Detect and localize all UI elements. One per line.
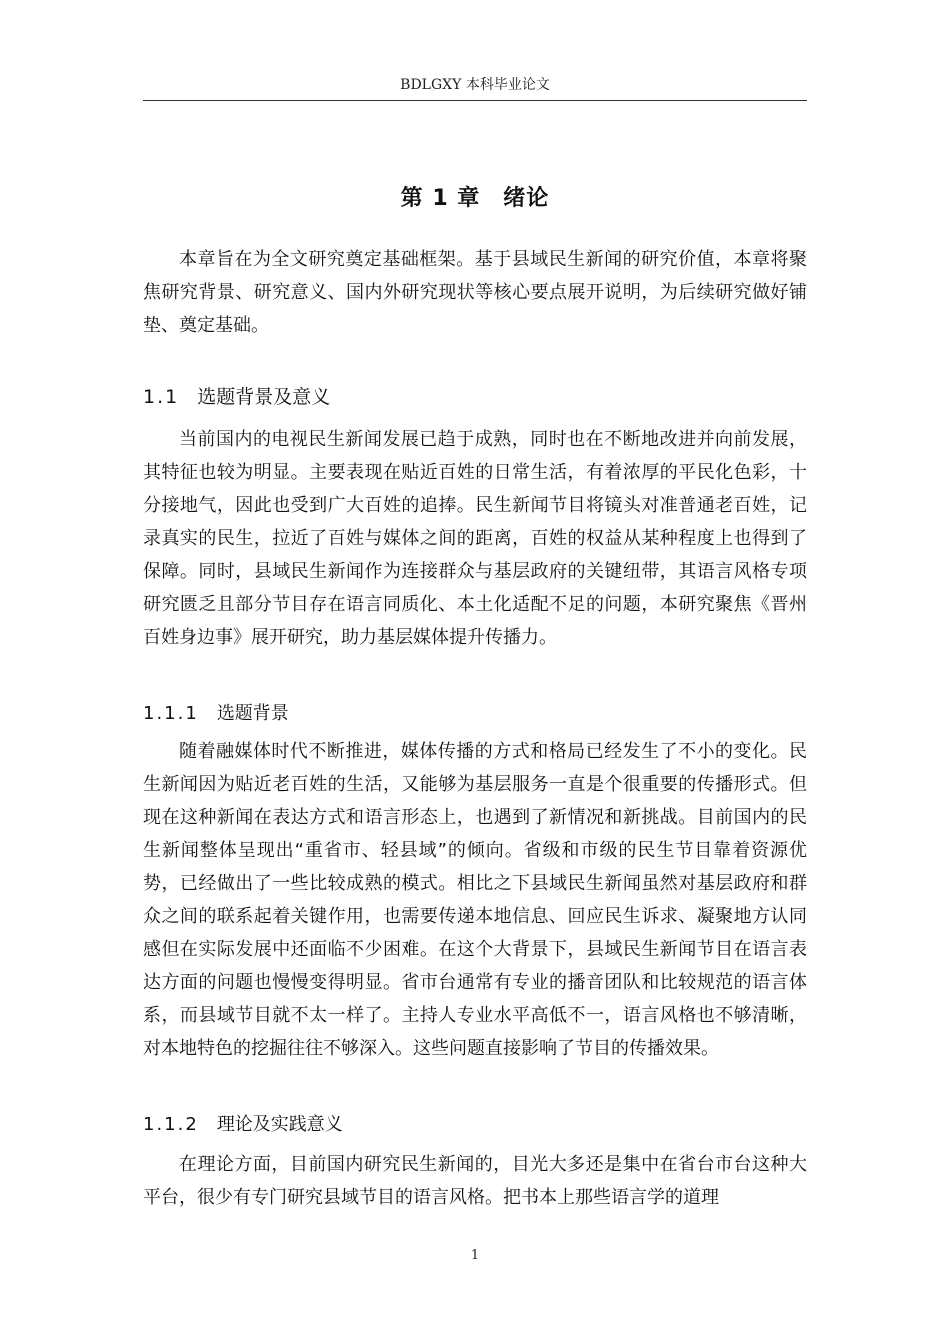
section-heading-1-1-1: [143, 699, 807, 725]
section-number: 1.1.1: [143, 703, 199, 724]
section-1-1-paragraph: 当前国内的电视民生新闻发展已趋于成熟，同时也在不断地改进并向前发展，其特征也较为明显。主要表现在贴近百姓的日常生活，有着浓厚的平民化色彩，十分接地气，因此也受到广大百姓的追捧。民生新闻节目将镜头对准普通老百姓，记录真实的民生，拉近了百姓与媒体之间的距离，百姓的权益从某种程度上也得到了保障。同时，县域民生新闻作为连接群众与基层政府的关键纽带，其语言风格专项研究匮乏且部分节目存在语言同质化、本土化适配不足的问题，本研究聚焦《晋州百姓身边事》展开研究，助力基层媒体提升传播力。: [143, 429, 807, 648]
section-heading-1-1-2: [143, 1110, 807, 1136]
section-number: 1.1.2: [143, 1114, 199, 1135]
chapter-title: 第 1 章 绪论: [400, 186, 550, 211]
intro-paragraph: 本章旨在为全文研究奠定基础框架。基于县域民生新闻的研究价值，本章将聚焦研究背景、研究意义、国内外研究现状等核心要点展开说明，为后续研究做好铺垫、奠定基础。: [143, 249, 807, 336]
section-title: 选题背景及意义: [197, 386, 331, 408]
page-number: 1: [470, 1248, 480, 1263]
section-1-1-1-paragraph: 随着融媒体时代不断推进，媒体传播的方式和格局已经发生了不小的变化。民生新闻因为贴近老百姓的生活，又能够为基层服务一直是个很重要的传播形式。但现在这种新闻在表达方式和语言形态上，也遇到了新情况和新挑战。目前国内的民生新闻整体呈现出“重省市、轻县域”的倾向。省级和市级的民生节目靠着资源优势，已经做出了一些比较成熟的模式。相比之下县域民生新闻虽然对基层政府和群众之间的联系起着关键作用，也需要传递本地信息、回应民生诉求、凝聚地方认同感但在实际发展中还面临不少困难。在这个大背景下，县域民生新闻节目在语言表达方面的问题也慢慢变得明显。省市台通常有专业的播音团队和比较规范的语言体系，而县域节目就不太一样了。主持人专业水平高低不一，语言风格也不够清晰，对本地特色的挖掘往往不够深入。这些问题直接影响了节目的传播效果。: [143, 741, 807, 1059]
section-1-1-2-paragraph: 在理论方面，目前国内研究民生新闻的，目光大多还是集中在省台市台这种大平台，很少有专门研究县域节目的语言风格。把书本上那些语言学的道理: [143, 1154, 807, 1208]
header-rule: [143, 100, 807, 101]
section-heading-1-1: [143, 382, 807, 409]
running-header: BDLGXY 本科毕业论文: [400, 77, 550, 93]
section-title: 选题背景: [216, 703, 289, 724]
section-title: 理论及实践意义: [216, 1114, 343, 1135]
section-number: 1.1: [143, 386, 180, 408]
